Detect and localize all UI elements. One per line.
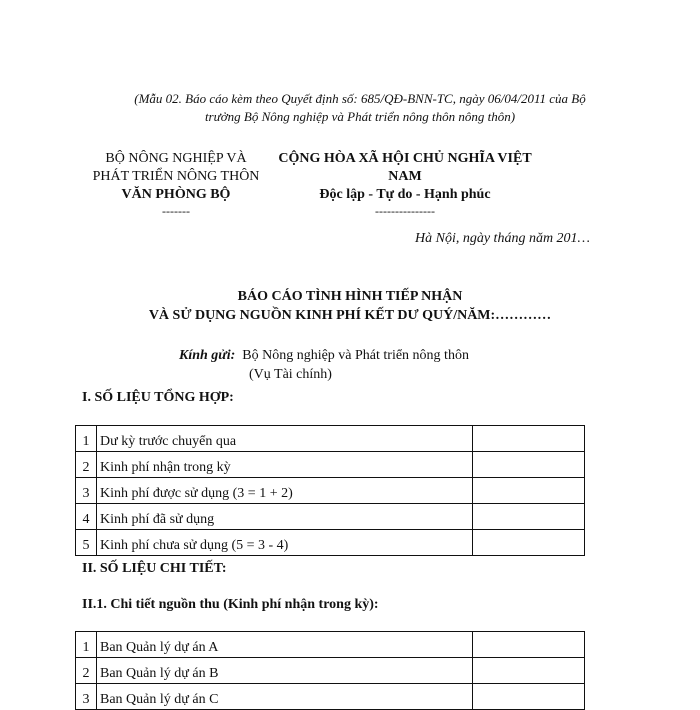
row-number: 1 <box>76 632 97 658</box>
national-heading <box>265 150 545 218</box>
section-2-title: II. SỐ LIỆU CHI TIẾT: <box>82 561 227 576</box>
row-number: 3 <box>76 478 97 504</box>
form-reference-note <box>60 90 660 126</box>
row-number: 2 <box>76 658 97 684</box>
row-label: Ban Quản lý dự án C <box>97 684 473 710</box>
row-number: 3 <box>76 684 97 710</box>
table-row <box>76 478 585 504</box>
national-motto: Độc lập - Tự do - Hạnh phúc <box>319 187 491 202</box>
row-label: Kinh phí được sử dụng (3 = 1 + 2) <box>97 478 473 504</box>
row-label: Kinh phí nhận trong kỳ <box>97 452 473 478</box>
report-title-line-1: BÁO CÁO TÌNH HÌNH TIẾP NHẬN <box>237 289 463 304</box>
row-number: 1 <box>76 426 97 452</box>
national-title: CỘNG HÒA XÃ HỘI CHỦ NGHĨA VIỆT NAM <box>278 151 532 184</box>
table-row <box>76 632 585 658</box>
recipient-block <box>179 346 469 384</box>
place-and-date: Hà Nội, ngày tháng năm 201… <box>415 231 590 246</box>
row-number: 5 <box>76 530 97 556</box>
form-reference-line-2: trưởng Bộ Nông nghiệp và Phát triển nông thôn nông thôn) <box>204 109 516 124</box>
form-reference-line-1: (Mẫu 02. Báo cáo kèm theo Quyết định số: 685/QĐ-BNN-TC, ngày 06/04/2011 của Bộ <box>134 91 586 106</box>
row-value-cell <box>473 632 585 658</box>
org-line-1: BỘ NÔNG NGHIỆP VÀ <box>105 151 247 166</box>
row-value-cell <box>473 658 585 684</box>
section-2-1-title: II.1. Chi tiết nguồn thu (Kinh phí nhận trong kỳ): <box>82 597 379 612</box>
row-label: Ban Quản lý dự án A <box>97 632 473 658</box>
row-value-cell <box>473 426 585 452</box>
row-label: Kinh phí chưa sử dụng (5 = 3 - 4) <box>97 530 473 556</box>
table-row <box>76 426 585 452</box>
row-label: Kinh phí đã sử dụng <box>97 504 473 530</box>
national-divider: --------------- <box>375 204 435 218</box>
table-row <box>76 530 585 556</box>
report-title <box>70 287 630 325</box>
section-1-title: I. SỐ LIỆU TỔNG HỢP: <box>82 390 234 405</box>
summary-table <box>75 425 585 556</box>
row-label: Ban Quản lý dự án B <box>97 658 473 684</box>
recipient-department: (Vụ Tài chính) <box>249 367 332 382</box>
row-value-cell <box>473 452 585 478</box>
revenue-detail-table <box>75 631 585 710</box>
recipient-name: Bộ Nông nghiệp và Phát triển nông thôn <box>242 348 469 363</box>
table-row <box>76 658 585 684</box>
recipient-label: Kính gửi: <box>179 348 236 363</box>
row-number: 4 <box>76 504 97 530</box>
table-row <box>76 504 585 530</box>
row-number: 2 <box>76 452 97 478</box>
row-label: Dư kỳ trước chuyển qua <box>97 426 473 452</box>
row-value-cell <box>473 478 585 504</box>
report-title-line-2: VÀ SỬ DỤNG NGUỒN KINH PHÍ KẾT DƯ QUÝ/NĂM:………… <box>148 308 552 323</box>
table-row <box>76 684 585 710</box>
org-line-3: VĂN PHÒNG BỘ <box>121 187 231 202</box>
row-value-cell <box>473 530 585 556</box>
org-line-2: PHÁT TRIỂN NÔNG THÔN <box>92 169 260 184</box>
row-value-cell <box>473 504 585 530</box>
row-value-cell <box>473 684 585 710</box>
issuing-organization <box>76 150 276 218</box>
org-divider: ------- <box>162 204 190 218</box>
table-row <box>76 452 585 478</box>
